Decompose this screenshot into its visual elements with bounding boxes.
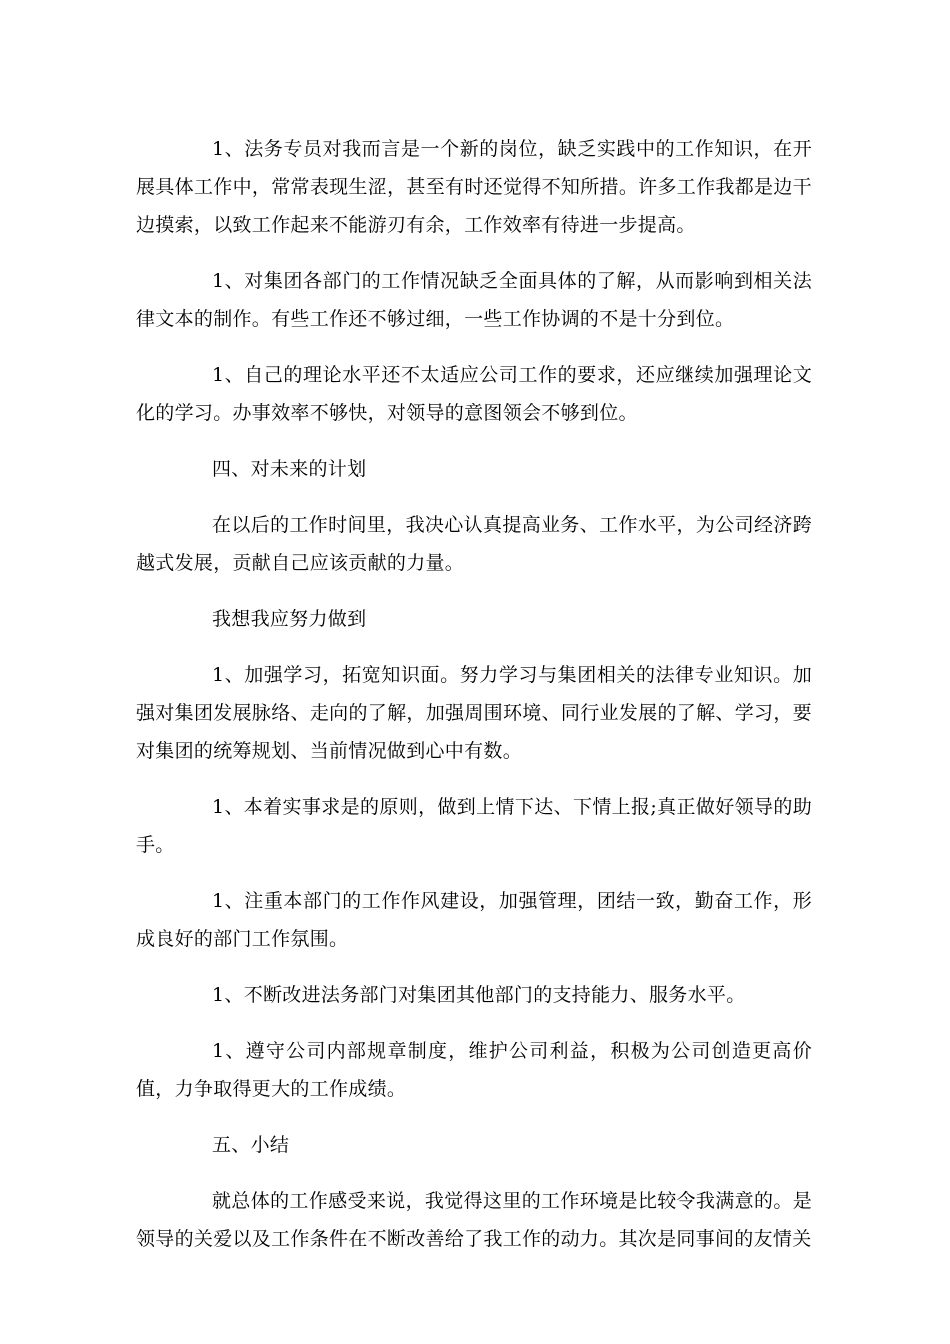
paragraph-4: 在以后的工作时间里，我决心认真提高业务、工作水平，为公司经济跨越式发展，贡献自己应该贡献的力量。 (136, 514, 812, 574)
paragraph-7: 1、注重本部门的工作作风建设，加强管理，团结一致，勤奋工作，形成良好的部门工作氛围。 (136, 890, 812, 950)
paragraph-10: 就总体的工作感受来说，我觉得这里的工作环境是比较令我满意的。是领导的关爱以及工作条件在不断改善给了我工作的动力。其次是同事间的友情关 (136, 1190, 812, 1250)
section-heading-summary: 五、小结 (212, 1134, 290, 1156)
paragraph-9: 1、遵守公司内部规章制度，维护公司利益，积极为公司创造更高价值，力争取得更大的工作成绩。 (136, 1040, 812, 1100)
paragraph-1: 1、法务专员对我而言是一个新的岗位，缺乏实践中的工作知识，在开展具体工作中，常常表现生涩，甚至有时还觉得不知所措。许多工作我都是边干边摸索，以致工作起来不能游刃有余，工作效率有待进一步提高。 (136, 138, 812, 236)
paragraph-6: 1、本着实事求是的原则，做到上情下达、下情上报;真正做好领导的助手。 (136, 796, 812, 856)
paragraph-8: 1、不断改进法务部门对集团其他部门的支持能力、服务水平。 (212, 984, 746, 1006)
document-body (136, 130, 812, 1276)
subheading-goals: 我想我应努力做到 (212, 608, 367, 630)
paragraph-3: 1、自己的理论水平还不太适应公司工作的要求，还应继续加强理论文化的学习。办事效率不够快，对领导的意图领会不够到位。 (136, 364, 812, 424)
paragraph-5: 1、加强学习，拓宽知识面。努力学习与集团相关的法律专业知识。加强对集团发展脉络、走向的了解，加强周围环境、同行业发展的了解、学习，要对集团的统筹规划、当前情况做到心中有数。 (136, 664, 812, 762)
section-heading-future-plan: 四、对未来的计划 (212, 458, 367, 480)
paragraph-2: 1、对集团各部门的工作情况缺乏全面具体的了解，从而影响到相关法律文本的制作。有些工作还不够过细，一些工作协调的不是十分到位。 (136, 270, 812, 330)
